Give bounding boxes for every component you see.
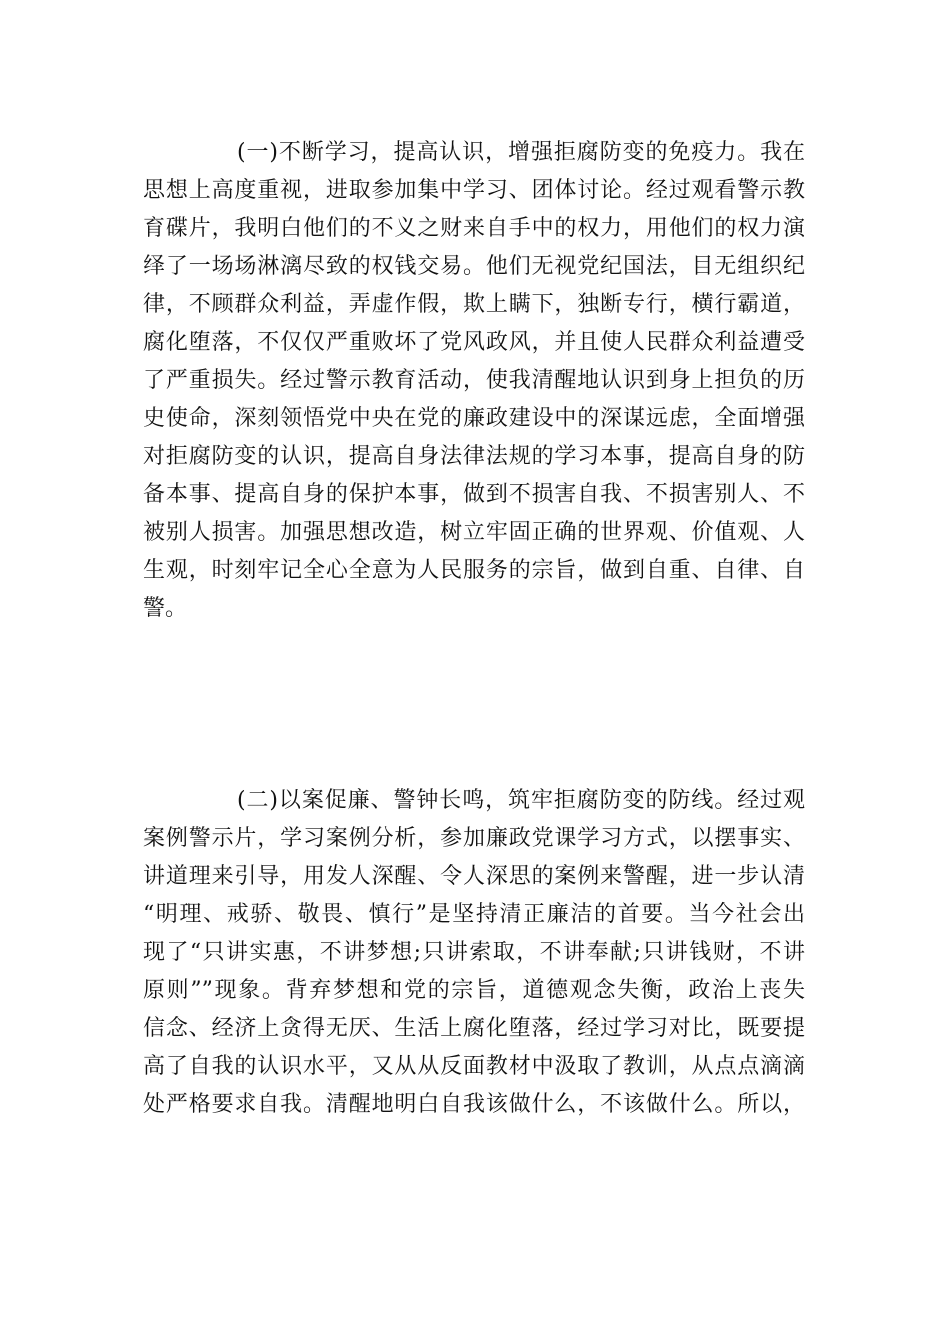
- text-line: 案例警示片，学习案例分析，参加廉政党课学习方式，以摆事实、: [143, 826, 805, 851]
- text-line: “明理、戒骄、敬畏、慎行”是坚持清正廉洁的首要。当今社会出: [143, 902, 805, 927]
- text-line: 被别人损害。加强思想改造，树立牢固正确的世界观、价值观、人: [143, 520, 805, 545]
- text-line: 绎了一场场淋漓尽致的权钱交易。他们无视党纪国法，目无组织纪: [143, 254, 805, 279]
- text-line: 思想上高度重视，进取参加集中学习、团体讨论。经过观看警示教: [143, 178, 805, 203]
- text-line: 警。: [143, 596, 188, 621]
- text-line: 育碟片，我明白他们的不义之财来自手中的权力，用他们的权力演: [143, 216, 805, 241]
- text-line: 讲道理来引导，用发人深醒、令人深思的案例来警醒，进一步认清: [143, 864, 805, 889]
- text-line: 处严格要求自我。清醒地明白自我该做什么，不该做什么。所以，: [143, 1092, 805, 1117]
- text-line: 高了自我的认识水平，又从从反面教材中汲取了教训，从点点滴滴: [143, 1054, 805, 1079]
- text-line: 备本事、提高自身的保护本事，做到不损害自我、不损害别人、不: [143, 482, 805, 507]
- text-line: 腐化堕落，不仅仅严重败坏了党风政风，并且使人民群众利益遭受: [143, 330, 805, 355]
- text-line: 现了“只讲实惠，不讲梦想;只讲索取，不讲奉献;只讲钱财，不讲: [143, 940, 805, 965]
- text-line: 了严重损失。经过警示教育活动，使我清醒地认识到身上担负的历: [143, 368, 805, 393]
- text-line: (一)不断学习，提高认识，增强拒腐防变的免疫力。我在: [237, 140, 805, 165]
- paragraph-1: [143, 134, 805, 628]
- text-line: 律，不顾群众利益，弄虚作假，欺上瞒下，独断专行，横行霸道，: [143, 292, 805, 317]
- text-line: (二)以案促廉、警钟长鸣，筑牢拒腐防变的防线。经过观: [237, 788, 805, 813]
- text-line: 对拒腐防变的认识，提高自身法律法规的学习本事，提高自身的防: [143, 444, 805, 469]
- text-line: 原则””现象。背弃梦想和党的宗旨，道德观念失衡，政治上丧失: [143, 978, 805, 1003]
- text-line: 信念、经济上贪得无厌、生活上腐化堕落，经过学习对比，既要提: [143, 1016, 805, 1041]
- text-line: 生观，时刻牢记全心全意为人民服务的宗旨，做到自重、自律、自: [143, 558, 805, 583]
- paragraph-2: [143, 782, 805, 1124]
- text-line: 史使命，深刻领悟党中央在党的廉政建设中的深谋远虑，全面增强: [143, 406, 805, 431]
